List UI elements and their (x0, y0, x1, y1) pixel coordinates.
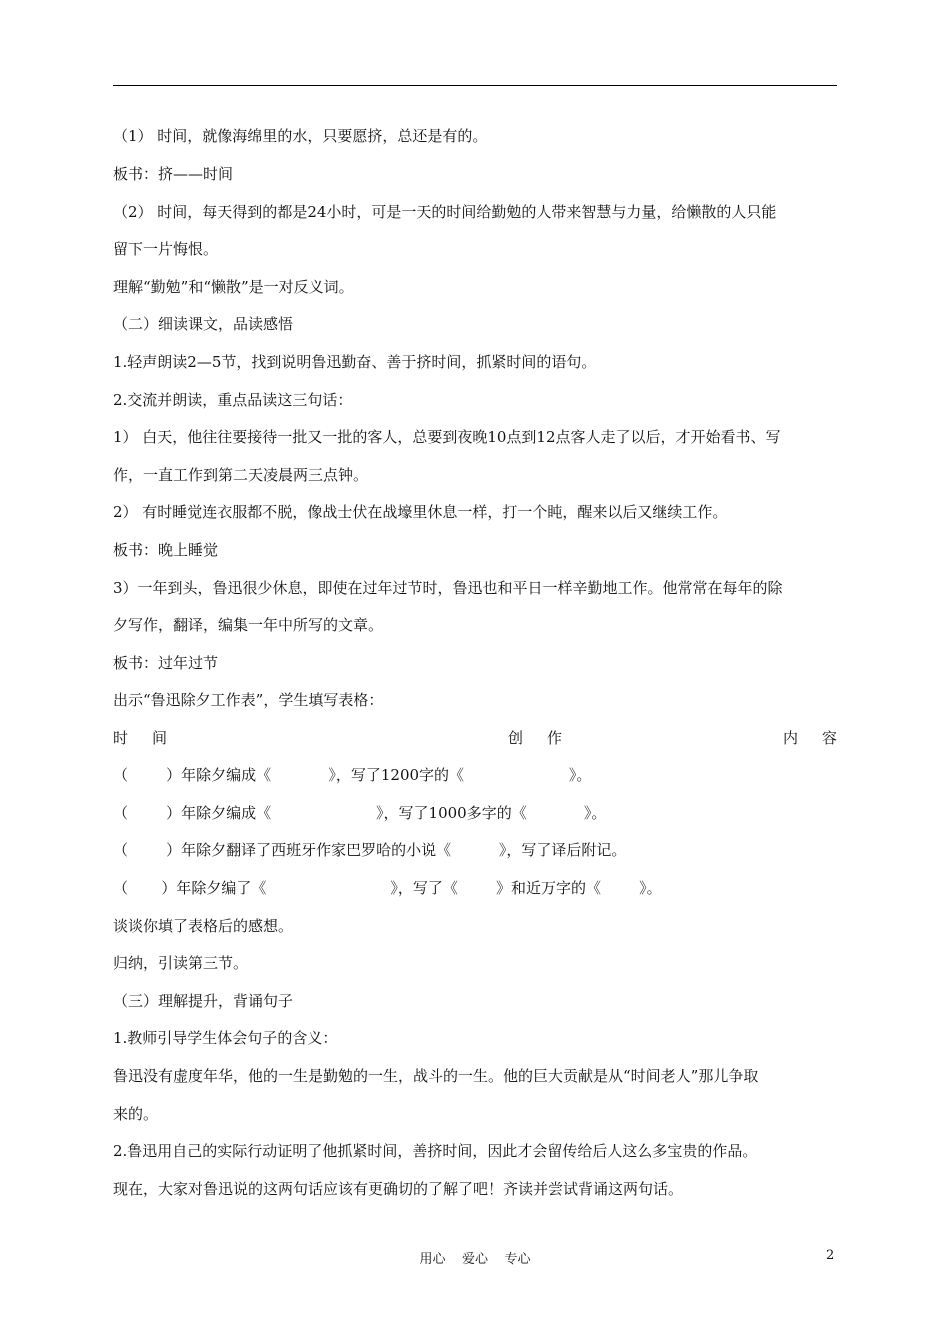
section-heading: （二）细读课文，品读感悟 (113, 315, 294, 333)
text-line: 1.教师引导学生体会句子的含义： (113, 1029, 338, 1047)
page-number: 2 (826, 1248, 835, 1263)
text-line: 2） 有时睡觉连衣服都不脱，像战士伏在战壕里休息一样，打一个盹，醒来以后又继续工作。 (113, 503, 728, 521)
table-header-cell: 作 (547, 729, 563, 747)
text-line: （1） 时间，就像海绵里的水，只要愿挤，总还是有的。 (113, 127, 488, 145)
table-header-cell: 内 (782, 729, 798, 747)
section-heading: （三）理解提升，背诵句子 (113, 992, 294, 1010)
table-row: （ ）年除夕编成《 》，写了1000多字的《 》。 (113, 804, 607, 822)
table-header-cell: 容 (821, 729, 837, 747)
text-line: 夕写作，翻译，编集一年中所写的文章。 (113, 616, 384, 634)
text-line: 1） 白天，他往往要接待一批又一批的客人，总要到夜晚10点到12点客人走了以后，才开始看书、写 (113, 428, 781, 446)
table-header-cell: 时 (113, 729, 129, 747)
table-row: （ ）年除夕编成《 》，写了1200字的《 》。 (113, 766, 592, 784)
table-header (113, 728, 837, 748)
text-line: 1.轻声朗读2—5节，找到说明鲁迅勤奋、善于挤时间，抓紧时间的语句。 (113, 353, 597, 371)
table-row: （ ）年除夕翻译了西班牙作家巴罗哈的小说《 》，写了译后附记。 (113, 841, 627, 859)
text-line: 理解“勤勉”和“懒散”是一对反义词。 (113, 278, 354, 296)
table-row: （ ）年除夕编了《 》，写了《 》和近万字的《 》。 (113, 879, 662, 897)
text-line: 来的。 (113, 1105, 159, 1123)
table-header-cell: 创 (507, 729, 523, 747)
text-line: 板书：晚上睡觉 (113, 541, 219, 559)
text-line: 3）一年到头，鲁迅很少休息，即使在过年过节时，鲁迅也和平日一样辛勤地工作。他常常在每年的除 (113, 579, 783, 597)
text-line: 2.鲁迅用自己的实际行动证明了他抓紧时间，善挤时间，因此才会留传给后人这么多宝贵的作品。 (113, 1142, 758, 1160)
text-line: （2） 时间，每天得到的都是24小时，可是一天的时间给勤勉的人带来智慧与力量，给懒散的人只能 (113, 203, 777, 221)
header-rule (113, 85, 837, 86)
text-line: 板书：挤——时间 (113, 165, 234, 183)
table-header-cell: 间 (152, 729, 168, 747)
text-line: 鲁迅没有虚度年华，他的一生是勤勉的一生，战斗的一生。他的巨大贡献是从“时间老人”那儿争取 (113, 1067, 759, 1085)
text-line: 作，一直工作到第二天凌晨两三点钟。 (113, 466, 369, 484)
text-line: 2.交流并朗读，重点品读这三句话： (113, 391, 353, 409)
text-line: 归纳，引读第三节。 (113, 954, 249, 972)
text-line: 留下一片悔恨。 (113, 240, 219, 258)
text-line: 现在，大家对鲁迅说的这两句话应该有更确切的了解了吧！齐读并尝试背诵这两句话。 (113, 1180, 684, 1198)
text-line: 出示“鲁迅除夕工作表”，学生填写表格： (113, 691, 384, 709)
text-line: 谈谈你填了表格后的感想。 (113, 917, 294, 935)
page-footer: 用心 爱心 专心 (419, 1252, 531, 1267)
text-line: 板书：过年过节 (113, 654, 219, 672)
